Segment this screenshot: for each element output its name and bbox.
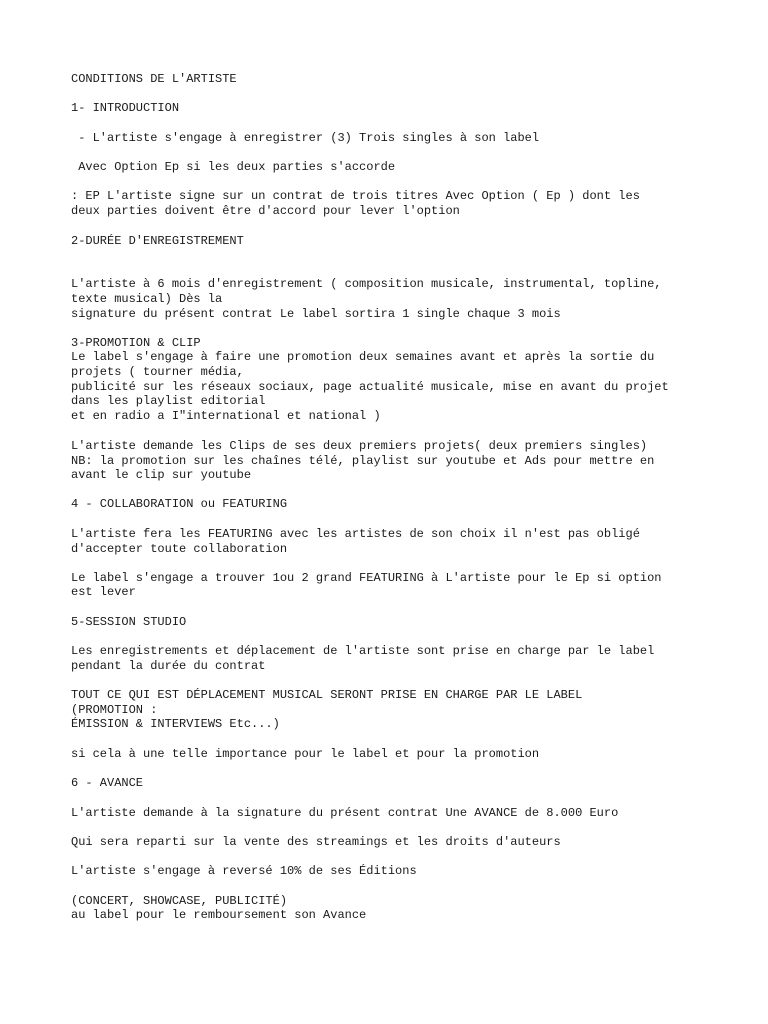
text-line: L'artiste demande à la signature du présent contrat Une AVANCE de 8.000 Euro	[71, 806, 619, 820]
section-heading-promotion: 3-PROMOTION & CLIP	[71, 336, 201, 350]
text-line: NB: la promotion sur les chaînes télé, playlist sur youtube et Ads pour mettre en	[71, 454, 655, 468]
text-line: L'artiste à 6 mois d'enregistrement ( composition musicale, instrumental, topline,	[71, 277, 662, 291]
text-line: L'artiste fera les FEATURING avec les artistes de son choix il n'est pas obligé	[71, 527, 640, 541]
section-heading-introduction: 1- INTRODUCTION	[71, 101, 180, 115]
text-line: pendant la durée du contrat	[71, 659, 266, 673]
text-line: Qui sera reparti sur la vente des streamings et les droits d'auteurs	[71, 835, 561, 849]
text-line: Le label s'engage a trouver 1ou 2 grand FEATURING à L'artiste pour le Ep si option	[71, 571, 662, 585]
text-line: Les enregistrements et déplacement de l'artiste sont prise en charge par le label	[71, 644, 655, 658]
section-heading-collaboration: 4 - COLLABORATION ou FEATURING	[71, 497, 288, 511]
text-line: et en radio a I"international et national )	[71, 409, 381, 423]
text-line: publicité sur les réseaux sociaux, page actualité musicale, mise en avant du projet	[71, 380, 669, 394]
text-line: : EP L'artiste signe sur un contrat de trois titres Avec Option ( Ep ) dont les	[71, 189, 640, 203]
text-line: (PROMOTION :	[71, 703, 158, 717]
section-heading-duree: 2-DURÉE D'ENREGISTREMENT	[71, 234, 244, 248]
text-line: L'artiste s'engage à reversé 10% de ses Éditions	[71, 864, 417, 878]
text-line: - L'artiste s'engage à enregistrer (3) Trois singles à son label	[71, 131, 540, 145]
text-line: ÉMISSION & INTERVIEWS Etc...)	[71, 717, 280, 731]
text-line: projets ( tourner média,	[71, 365, 244, 379]
text-line: texte musical) Dès la	[71, 292, 223, 306]
text-line: L'artiste demande les Clips de ses deux premiers projets( deux premiers singles)	[71, 439, 648, 453]
text-line: Le label s'engage à faire une promotion deux semaines avant et après la sortie du	[71, 350, 655, 364]
document-title: CONDITIONS DE L'ARTISTE	[71, 72, 237, 86]
text-line: dans les playlist editorial	[71, 394, 266, 408]
text-line: signature du présent contrat Le label sortira 1 single chaque 3 mois	[71, 307, 561, 321]
text-line: si cela à une telle importance pour le label et pour la promotion	[71, 747, 540, 761]
text-line: (CONCERT, SHOWCASE, PUBLICITÉ)	[71, 894, 288, 908]
section-heading-avance: 6 - AVANCE	[71, 776, 144, 790]
text-line: Avec Option Ep si les deux parties s'accorde	[71, 160, 396, 174]
text-line: deux parties doivent être d'accord pour lever l'option	[71, 204, 460, 218]
text-line: TOUT CE QUI EST DÉPLACEMENT MUSICAL SERONT PRISE EN CHARGE PAR LE LABEL	[71, 688, 583, 702]
text-line: est lever	[71, 585, 136, 599]
text-line: avant le clip sur youtube	[71, 468, 252, 482]
text-line: au label pour le remboursement son Avance	[71, 908, 367, 922]
text-line: d'accepter toute collaboration	[71, 542, 288, 556]
section-heading-session-studio: 5-SESSION STUDIO	[71, 615, 187, 629]
